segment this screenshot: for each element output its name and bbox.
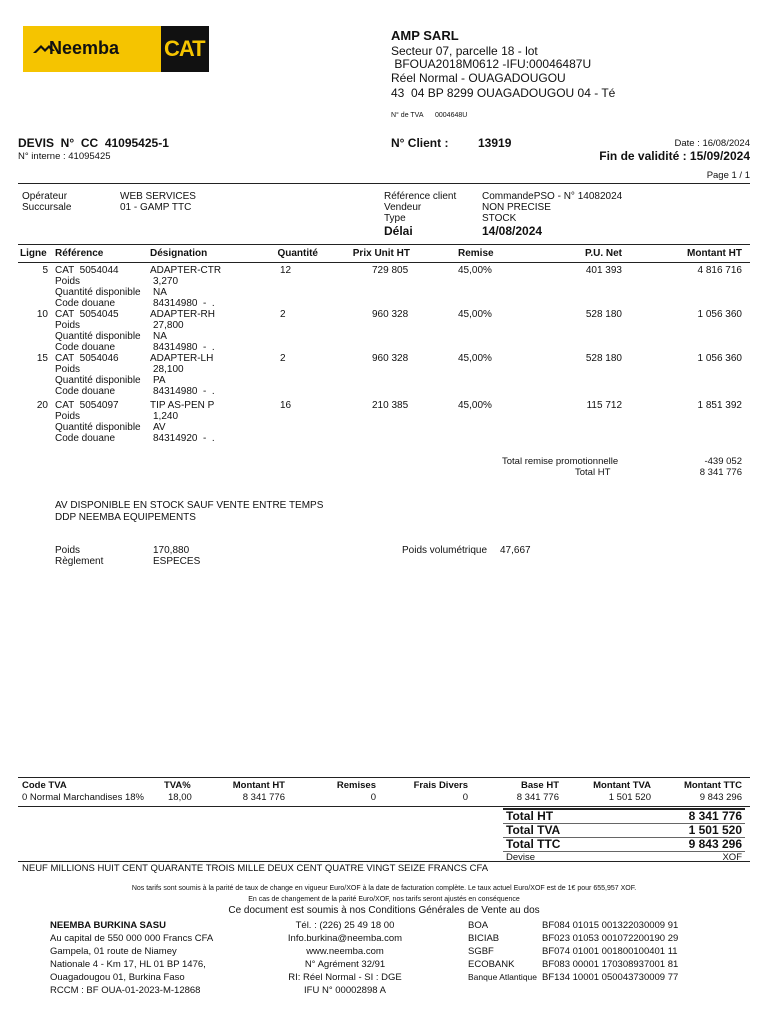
cell-quantity: 2 xyxy=(280,309,286,320)
cell-ligne: 15 xyxy=(36,353,48,364)
weight-label: Poids xyxy=(55,545,81,556)
cat-wordmark: CAT xyxy=(164,36,205,61)
col-header-discount: Remise xyxy=(458,248,494,259)
total-ttc-value: 9 843 296 xyxy=(688,837,742,851)
cell-reference: CAT 5054044 xyxy=(55,265,119,276)
sub-label-weight: Poids xyxy=(55,320,81,331)
exchange-rate-adjustment-note: En cas de changement de la parité Euro/XOF, nos tarifs seront ajustés en conséquence xyxy=(248,896,520,903)
supplier-tva-value: 0004648U xyxy=(435,112,468,119)
bank-name: BICIAB xyxy=(468,933,500,944)
client-number: 13919 xyxy=(478,136,512,150)
footer-contact-line: IFU N° 00002898 A xyxy=(304,985,386,996)
footer-company-line: Ouagadougou 01, Burkina Faso xyxy=(50,972,185,983)
cell-ligne: 10 xyxy=(36,309,48,320)
info-value-operator: WEB SERVICES xyxy=(120,191,196,202)
total-ht-value: 8 341 776 xyxy=(688,809,742,823)
neemba-logo xyxy=(23,26,161,72)
cell-reference: CAT 5054097 xyxy=(55,400,119,411)
cell-unit-price: 729 805 xyxy=(372,265,409,276)
footer-company-line: RCCM : BF OUA-01-2023-M-12868 xyxy=(50,985,201,996)
total-ttc-label: Total TTC xyxy=(506,837,561,851)
col-header-unit-price: Prix Unit HT xyxy=(352,248,410,259)
tva-header-base: Base HT xyxy=(520,780,559,791)
sub-value-availability: NA xyxy=(153,287,167,298)
sub-value-availability: AV xyxy=(153,422,166,433)
info-label-branch: Succursale xyxy=(22,202,72,213)
col-header-designation: Désignation xyxy=(150,248,208,259)
delai-value: 14/08/2024 xyxy=(482,224,543,238)
cell-ligne: 20 xyxy=(36,400,48,411)
cell-quantity: 16 xyxy=(280,400,292,411)
volumetric-weight-label: Poids volumétrique xyxy=(402,545,488,556)
devis-internal-number: N° interne : 41095425 xyxy=(18,151,111,162)
footer-company-line: Nationale 4 - Km 17, HL 01 BP 1476, xyxy=(50,959,206,970)
cell-discount: 45,00% xyxy=(458,400,492,411)
cell-net-price: 528 180 xyxy=(585,309,622,320)
currency-value: XOF xyxy=(722,852,742,863)
tva-row-base: 8 341 776 xyxy=(516,792,559,803)
subtotal-ht-value: 8 341 776 xyxy=(699,467,742,478)
exchange-rate-disclaimer: Nos tarifs sont soumis à la parité de taux de change en vigueur Euro/XOF à la date de facturation complète. Le taux actuel Euro/XOF est de 1€ pour 655,957 XOF. xyxy=(131,885,637,892)
devis-date: Date : 16/08/2024 xyxy=(674,138,750,149)
total-ht-label: Total HT xyxy=(506,809,554,823)
tva-header-mttc: Montant TTC xyxy=(683,780,742,791)
payment-label: Règlement xyxy=(55,556,104,567)
sub-label-availability: Quantité disponible xyxy=(55,331,141,342)
table-header-divider xyxy=(18,262,750,263)
supplier-name: AMP SARL xyxy=(391,28,459,43)
tva-row-remises: 0 xyxy=(370,792,376,803)
amount-in-words: NEUF MILLIONS HUIT CENT QUARANTE TROIS MILLE DEUX CENT QUATRE VINGT SEIZE FRANCS CFA xyxy=(22,863,489,874)
note-line: DDP NEEMBA EQUIPEMENTS xyxy=(55,512,196,523)
footer-company-line: Au capital de 550 000 000 Francs CFA xyxy=(50,933,214,944)
delai-label: Délai xyxy=(384,224,413,238)
supplier-line: 43 04 BP 8299 OUAGADOUGOU 04 - Té xyxy=(391,86,616,100)
payment-value: ESPECES xyxy=(153,556,201,567)
tva-table-bottom-divider xyxy=(18,806,750,807)
bank-name: SGBF xyxy=(468,946,494,957)
sub-value-customs-code: 84314980 - . xyxy=(153,342,215,353)
col-header-reference: Référence xyxy=(55,248,104,259)
footer-contact-line: Tél. : (226) 25 49 18 00 xyxy=(295,920,395,931)
sub-value-weight: 1,240 xyxy=(153,411,179,422)
cell-amount: 1 056 360 xyxy=(697,353,742,364)
supplier-tva-label: N° de TVA xyxy=(391,112,424,119)
tva-header-pct: TVA% xyxy=(164,780,191,791)
sub-label-weight: Poids xyxy=(55,411,81,422)
weight-value: 170,880 xyxy=(153,545,190,556)
cell-amount: 1 851 392 xyxy=(697,400,742,411)
sub-value-customs-code: 84314980 - . xyxy=(153,298,215,309)
neemba-wordmark: Neemba xyxy=(49,38,120,58)
bank-rib: BF134 10001 050043730009 77 xyxy=(542,972,679,983)
sub-value-weight: 27,800 xyxy=(153,320,184,331)
info-label-client-ref: Référence client xyxy=(384,191,457,202)
supplier-line: Secteur 07, parcelle 18 - lot xyxy=(391,44,538,58)
cell-net-price: 528 180 xyxy=(585,353,622,364)
footer-email[interactable]: Info.burkina@neemba.com xyxy=(287,933,403,944)
info-value-client-ref: CommandePSO - N° 14082024 xyxy=(482,191,623,202)
sub-value-weight: 3,270 xyxy=(153,276,179,287)
cell-designation: TIP AS-PEN P xyxy=(150,400,215,411)
footer-company-name: NEEMBA BURKINA SASU xyxy=(50,920,166,931)
col-header-quantity: Quantité xyxy=(277,248,318,259)
header-divider xyxy=(18,183,750,184)
footer-contact-line: N° Agrément 32/91 xyxy=(304,959,386,970)
cell-net-price: 401 393 xyxy=(585,265,622,276)
cell-designation: ADAPTER-RH xyxy=(150,309,216,320)
tva-row-mttc: 9 843 296 xyxy=(699,792,742,803)
info-value-seller: NON PRECISE xyxy=(482,202,551,213)
total-tva-label: Total TVA xyxy=(506,823,561,837)
cell-amount: 4 816 716 xyxy=(697,265,742,276)
footer-contact-line: RI: Réel Normal - SI : DGE xyxy=(288,972,402,983)
tva-header-mtva: Montant TVA xyxy=(593,780,651,791)
bank-rib: BF074 01001 001800100401 11 xyxy=(542,946,678,957)
devis-title: DEVIS N° CC 41095425-1 xyxy=(18,136,169,150)
cell-reference: CAT 5054045 xyxy=(55,309,119,320)
sub-value-customs-code: 84314980 - . xyxy=(153,386,215,397)
sub-value-availability: PA xyxy=(153,375,166,386)
promo-discount-label: Total remise promotionnelle xyxy=(502,456,619,467)
sub-label-availability: Quantité disponible xyxy=(55,287,141,298)
footer-website[interactable]: www.neemba.com xyxy=(306,946,384,957)
tva-header-remises: Remises xyxy=(336,780,376,791)
supplier-line: Réel Normal - OUAGADOUGOU xyxy=(391,71,566,85)
sub-label-availability: Quantité disponible xyxy=(55,422,141,433)
total-tva-value: 1 501 520 xyxy=(688,823,742,837)
info-label-seller: Vendeur xyxy=(384,202,422,213)
tva-row-mht: 8 341 776 xyxy=(242,792,285,803)
cell-discount: 45,00% xyxy=(458,265,492,276)
bank-rib: BF084 01015 001322030009 91 xyxy=(542,920,679,931)
validity-date: Fin de validité : 15/09/2024 xyxy=(599,149,750,163)
note-line: AV DISPONIBLE EN STOCK SAUF VENTE ENTRE TEMPS xyxy=(55,500,324,511)
sub-label-customs-code: Code douane xyxy=(55,298,116,309)
tva-row-pct: 18,00 xyxy=(168,792,192,803)
cell-designation: ADAPTER-LH xyxy=(150,353,214,364)
cell-net-price: 115 712 xyxy=(586,400,622,411)
neemba-cat-logo xyxy=(23,26,209,72)
sub-label-weight: Poids xyxy=(55,364,81,375)
tva-header-frais: Frais Divers xyxy=(413,780,468,791)
tva-header-code: Code TVA xyxy=(22,780,67,791)
sub-value-customs-code: 84314920 - . xyxy=(153,433,215,444)
terms-notice: Ce document est soumis à nos Conditions Générales de Vente au dos xyxy=(228,905,540,916)
bank-name: Banque Atlantique xyxy=(468,972,538,982)
bank-rib: BF083 00001 170308937001 81 xyxy=(542,959,679,970)
cell-discount: 45,00% xyxy=(458,309,492,320)
cell-unit-price: 960 328 xyxy=(372,353,409,364)
volumetric-weight-value: 47,667 xyxy=(500,545,531,556)
bank-name: BOA xyxy=(468,920,489,931)
supplier-line: BFOUA2018M0612 -IFU:00046487U xyxy=(391,57,592,71)
cell-designation: ADAPTER-CTR xyxy=(150,265,222,276)
page-number: Page 1 / 1 xyxy=(706,170,750,181)
col-header-ligne: Ligne xyxy=(20,248,47,259)
cell-discount: 45,00% xyxy=(458,353,492,364)
cell-reference: CAT 5054046 xyxy=(55,353,119,364)
cell-quantity: 12 xyxy=(280,265,292,276)
sub-label-customs-code: Code douane xyxy=(55,386,116,397)
currency-label: Devise xyxy=(506,852,536,863)
info-value-branch: 01 - GAMP TTC xyxy=(120,202,192,213)
sub-label-weight: Poids xyxy=(55,276,81,287)
info-value-type: STOCK xyxy=(482,213,517,224)
cat-logo xyxy=(161,26,209,72)
tva-row-mtva: 1 501 520 xyxy=(608,792,651,803)
subtotal-ht-label: Total HT xyxy=(575,467,611,478)
cell-unit-price: 960 328 xyxy=(372,309,409,320)
info-label-operator: Opérateur xyxy=(22,191,68,202)
promo-discount-value: -439 052 xyxy=(704,456,742,467)
col-header-net-price: P.U. Net xyxy=(584,248,622,259)
cell-quantity: 2 xyxy=(280,353,286,364)
col-header-amount: Montant HT xyxy=(687,248,742,259)
cell-unit-price: 210 385 xyxy=(372,400,409,411)
bank-name: ECOBANK xyxy=(468,959,515,970)
tva-row-code: 0 Normal Marchandises 18% xyxy=(22,792,144,803)
sub-label-customs-code: Code douane xyxy=(55,433,116,444)
info-label-type: Type xyxy=(384,213,406,224)
sub-label-availability: Quantité disponible xyxy=(55,375,141,386)
client-label: N° Client : xyxy=(391,136,449,150)
tva-table-top-divider xyxy=(18,777,750,778)
tva-row-frais: 0 xyxy=(462,792,468,803)
tva-header-mht: Montant HT xyxy=(232,780,285,791)
footer-company-line: Gampela, 01 route de Niamey xyxy=(50,946,177,957)
cell-ligne: 5 xyxy=(42,265,48,276)
cell-amount: 1 056 360 xyxy=(697,309,742,320)
bank-rib: BF023 01053 001072200190 29 xyxy=(542,933,679,944)
sub-value-weight: 28,100 xyxy=(153,364,184,375)
sub-label-customs-code: Code douane xyxy=(55,342,116,353)
table-top-divider xyxy=(18,244,750,245)
sub-value-availability: NA xyxy=(153,331,167,342)
amount-words-divider xyxy=(18,861,750,862)
